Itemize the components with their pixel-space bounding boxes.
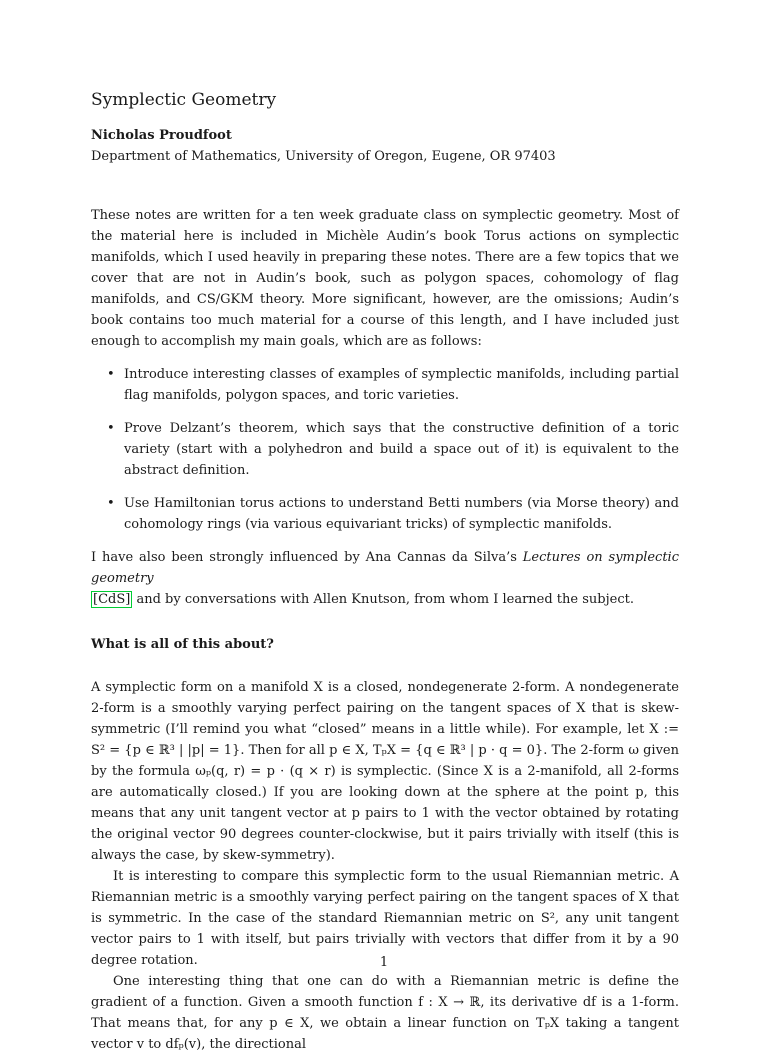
goals-list — [91, 364, 679, 535]
author-name: Nicholas Proudfoot — [91, 128, 232, 143]
list-item-text: Introduce interesting classes of examples of symplectic manifolds, including partial flag manifolds, polygon spaces, and toric varieties. — [124, 367, 679, 403]
book-title: Lectures on symplectic geometry — [91, 550, 679, 586]
citation-link[interactable]: [CdS] — [93, 592, 131, 607]
acknowledgment-text-end: and by conversations with Allen Knutson, from whom I learned the subject. — [132, 592, 634, 607]
bullet-icon: • — [107, 496, 115, 511]
section-paragraph: One interesting thing that one can do with a Riemannian metric is define the gradient of a function. Given a smooth function f : X → ℝ, its derivative df is a 1-form. That means that, for any p ∈ X, we obtain a linear function on TₚX taking a tangent vector v to dfₚ(v), the directional — [91, 974, 679, 1052]
intro-paragraph: These notes are written for a ten week graduate class on symplectic geometry. Most of the material here is included in Michèle Audin’s book Torus actions on symplectic manifolds, which I used heavily in preparing these notes. There are a few topics that we cover that are not in Audin’s book, such as polygon spaces, cohomology of flag manifolds, and CS/GKM theory. More significant, however, are the omissions; Audin’s book contains too much material for a course of this length, and I have included just enough to accomplish my main goals, which are as follows: — [91, 208, 679, 349]
acknowledgment-text: I have also been strongly influenced by Ana Cannas da Silva’s — [91, 550, 523, 565]
bullet-icon: • — [107, 421, 115, 436]
bullet-icon: • — [107, 367, 115, 382]
list-item — [107, 418, 679, 481]
page-number: 1 — [379, 955, 389, 970]
section-paragraph: A symplectic form on a manifold X is a closed, nondegenerate 2-form. A nondegenerate 2-form is a smoothly varying perfect pairing on the tangent spaces of X that is skew-symmetric (I’ll remind you what “closed” means in a little while). For example, let X := S² = {p ∈ ℝ³ | |p| = 1}. Then for all p ∈ X, TₚX = {q ∈ ℝ³ | p · q = 0}. The 2-form ω given by the formula ωₚ(q, r) = p · (q × r) is symplectic. (Since X is a 2-manifold, all 2-forms are automatically closed.) If you are looking down at the sphere at the point p, this means that any unit tangent vector at p pairs to 1 with the vector obtained by rotating the original vector 90 degrees counter-clockwise, but it pairs trivially with itself (this is always the case, by skew-symmetry). — [91, 680, 679, 863]
acknowledgment-paragraph — [91, 547, 679, 610]
list-item — [107, 364, 679, 406]
section-heading: What is all of this about? — [91, 637, 274, 652]
list-item — [107, 493, 679, 535]
document-title: Symplectic Geometry — [91, 90, 277, 110]
list-item-text: Prove Delzant’s theorem, which says that the constructive definition of a toric variety (start with a polyhedron and build a space out of it) is equivalent to the abstract definition. — [124, 421, 679, 478]
list-item-text: Use Hamiltonian torus actions to understand Betti numbers (via Morse theory) and cohomology rings (via various equivariant tricks) of symplectic manifolds. — [124, 496, 679, 532]
document-body — [91, 89, 679, 1055]
section-paragraph: It is interesting to compare this symplectic form to the usual Riemannian metric. A Riemannian metric is a smoothly varying perfect pairing on the tangent spaces of X that is symmetric. In the case of the standard Riemannian metric on S², any unit tangent vector pairs to 1 with itself, but pairs trivially with vectors that differ from it by a 90 degree rotation. — [91, 869, 679, 968]
author-affiliation: Department of Mathematics, University of Oregon, Eugene, OR 97403 — [91, 149, 556, 164]
